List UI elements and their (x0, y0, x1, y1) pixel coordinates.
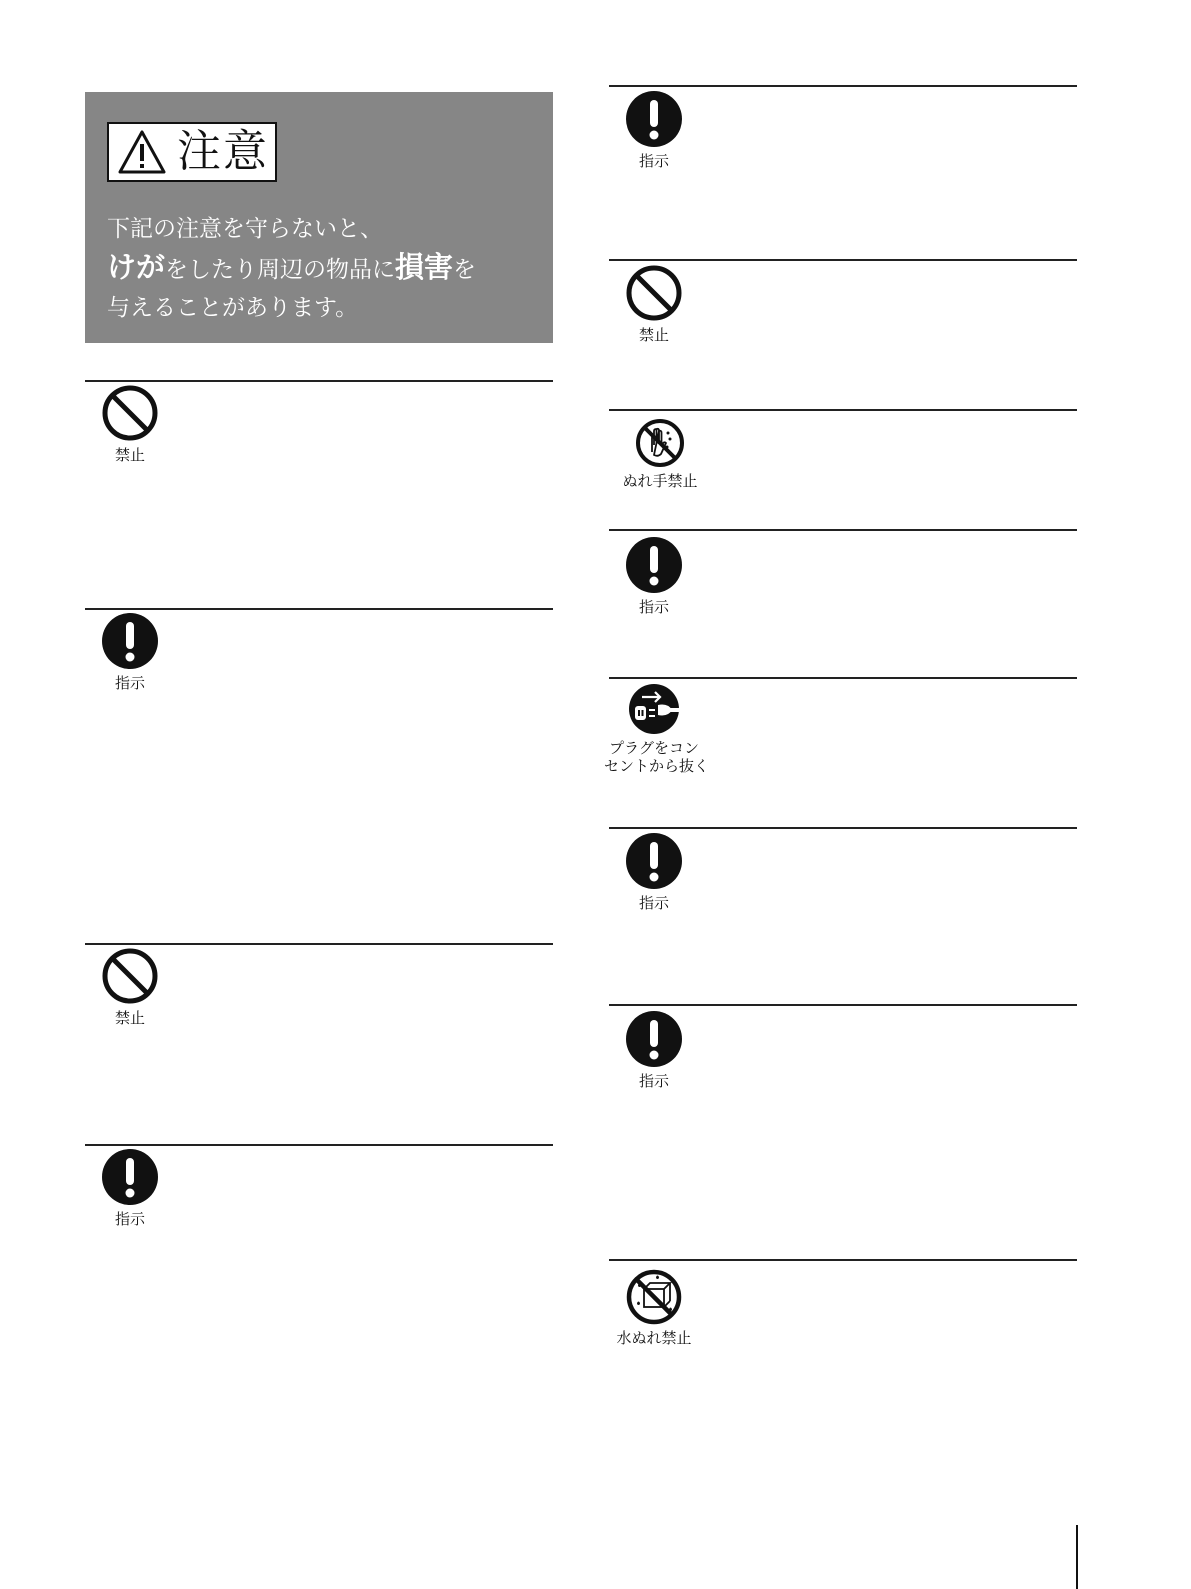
instruction-icon (101, 612, 159, 670)
section-divider (85, 380, 553, 382)
instruction-icon (625, 90, 683, 148)
section-divider (85, 943, 553, 945)
section-divider (609, 529, 1077, 531)
left-item-2 (80, 612, 180, 693)
caution-title: 注意 (177, 126, 269, 177)
icon-label: 禁止 (114, 446, 145, 464)
section-divider (609, 409, 1077, 411)
icon-label: ぬれ手禁止 (622, 472, 698, 490)
warning-triangle-icon (117, 129, 167, 175)
right-item-2 (604, 264, 704, 345)
no-wet-hands-icon (635, 418, 685, 468)
icon-label: 指示 (638, 598, 669, 616)
caution-title-box (107, 122, 277, 182)
left-item-3 (80, 947, 180, 1028)
icon-label: 水ぬれ禁止 (616, 1329, 692, 1347)
caution-line-3: 与えることがあります。 (107, 295, 359, 321)
right-item-1 (604, 90, 704, 171)
no-water-icon (626, 1269, 682, 1325)
section-divider (609, 1259, 1077, 1261)
right-item-6 (604, 832, 704, 913)
section-divider (609, 1004, 1077, 1006)
icon-label: 指示 (114, 674, 145, 692)
section-divider (609, 677, 1077, 679)
icon-label: 指示 (638, 894, 669, 912)
icon-label-line-2: セントから抜く (604, 757, 710, 775)
caution-line-1: 下記の注意を守らないと、 (107, 216, 383, 242)
section-divider (85, 608, 553, 610)
unplug-icon (628, 683, 680, 735)
left-item-1 (80, 384, 180, 465)
caution-line-2-end: を (453, 257, 477, 283)
right-item-4 (604, 536, 704, 617)
caution-description (107, 210, 476, 327)
right-item-8 (604, 1269, 704, 1348)
instruction-icon (101, 1148, 159, 1206)
section-divider (609, 85, 1077, 87)
section-divider (609, 827, 1077, 829)
icon-label: 禁止 (638, 326, 669, 344)
left-item-4 (80, 1148, 180, 1229)
instruction-icon (625, 536, 683, 594)
caution-line-2-mid: をしたり周辺の物品に (165, 257, 396, 283)
caution-line-2 (107, 248, 476, 289)
prohibition-icon (101, 384, 159, 442)
page-edge-mark (1076, 1525, 1078, 1589)
right-item-3 (610, 418, 710, 491)
caution-banner (85, 92, 553, 343)
icon-label-line-1: プラグをコン (608, 739, 699, 757)
icon-label: 指示 (638, 1072, 669, 1090)
icon-label: 指示 (114, 1210, 145, 1228)
instruction-icon (625, 832, 683, 890)
prohibition-icon (625, 264, 683, 322)
caution-emphasis-injury: けが (107, 250, 166, 284)
prohibition-icon (101, 947, 159, 1005)
instruction-icon (625, 1010, 683, 1068)
caution-emphasis-damage: 損害 (395, 250, 454, 284)
right-item-7 (604, 1010, 704, 1091)
section-divider (609, 259, 1077, 261)
right-item-5 (604, 683, 710, 775)
icon-label: 禁止 (114, 1009, 145, 1027)
icon-label: 指示 (638, 152, 669, 170)
section-divider (85, 1144, 553, 1146)
